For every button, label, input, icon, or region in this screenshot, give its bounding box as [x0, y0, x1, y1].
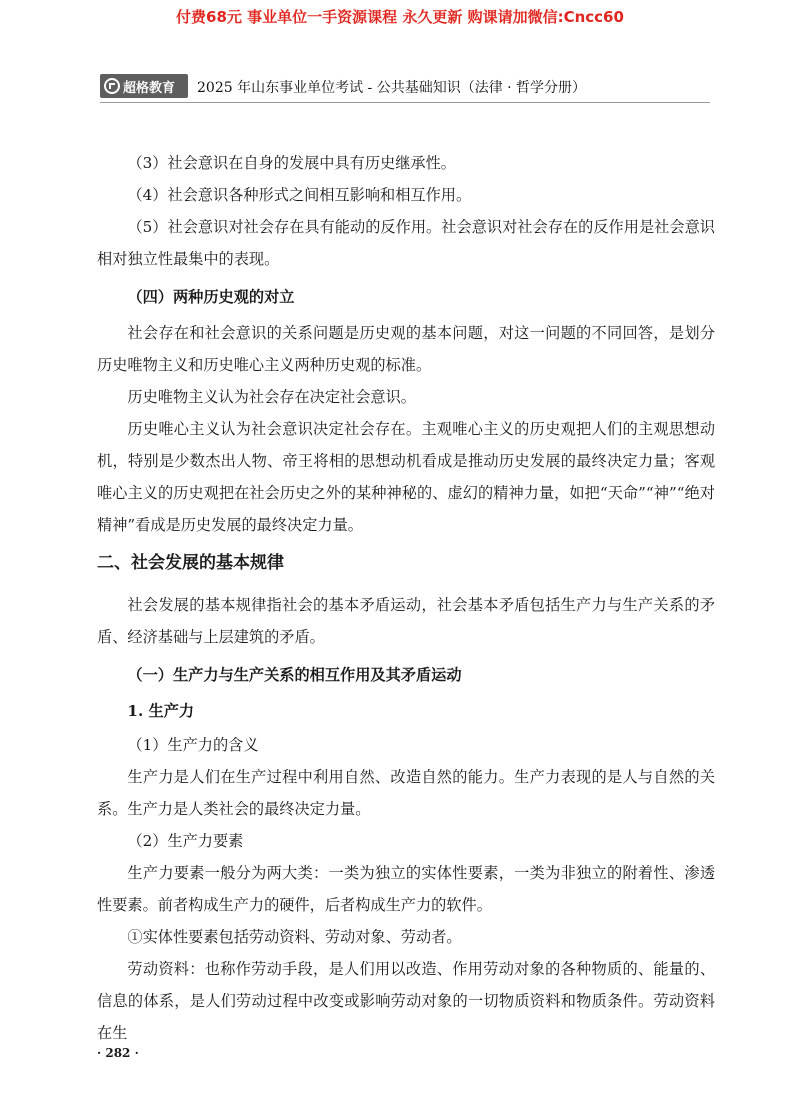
logo-icon — [104, 78, 120, 94]
paragraph: （2）生产力要素 — [127, 832, 244, 850]
chapter-heading: 二、社会发展的基本规律 — [97, 553, 284, 573]
paragraph: 社会存在和社会意识的关系问题是历史观的基本问题，对这一问题的不同回答，是划分历史唯物主义和历史唯心主义两种历史观的标准。 — [97, 324, 715, 374]
section-heading: （一）生产力与生产关系的相互作用及其矛盾运动 — [127, 666, 462, 684]
paragraph: 社会发展的基本规律指社会的基本矛盾运动，社会基本矛盾包括生产力与生产关系的矛盾、经济基础与上层建筑的矛盾。 — [97, 596, 715, 646]
paragraph: （1）生产力的含义 — [127, 736, 259, 754]
page-number: · 282 · — [97, 1046, 139, 1060]
page-header — [100, 74, 710, 100]
header-title: 2025 年山东事业单位考试 - 公共基础知识（法律 · 哲学分册） — [197, 80, 587, 96]
paragraph: （4）社会意识各种形式之间相互影响和相互作用。 — [127, 186, 472, 204]
subsection-heading: 1. 生产力 — [127, 702, 195, 720]
paragraph: 历史唯物主义认为社会存在决定社会意识。 — [127, 388, 416, 406]
section-heading: （四）两种历史观的对立 — [127, 288, 295, 306]
watermark-banner: 付费68元 事业单位一手资源课程 永久更新 购课请加微信:Cncc60 — [176, 8, 624, 26]
paragraph: ①实体性要素包括劳动资料、劳动对象、劳动者。 — [127, 928, 462, 946]
brand-logo — [100, 74, 188, 98]
paragraph: 历史唯心主义认为社会意识决定社会存在。主观唯心主义的历史观把人们的主观思想动机，特别是少数杰出人物、帝王将相的思想动机看成是推动历史发展的最终决定力量；客观唯心主义的历史观把在社会历史之外的某种神秘的、虚幻的精神力量，如把“天命”“神”“绝对精神”看成是历史发展的最终决定力量。 — [97, 420, 715, 534]
paragraph: 劳动资料：也称作劳动手段，是人们用以改造、作用劳动对象的各种物质的、能量的、信息的体系，是人们劳动过程中改变或影响劳动对象的一切物质资料和物质条件。劳动资料在生 — [97, 960, 715, 1042]
paragraph: 生产力是人们在生产过程中利用自然、改造自然的能力。生产力表现的是人与自然的关系。生产力是人类社会的最终决定力量。 — [97, 768, 715, 818]
page-content — [97, 147, 715, 1049]
logo-text: 超格教育 — [123, 80, 176, 96]
header-divider — [100, 102, 710, 103]
paragraph: （3）社会意识在自身的发展中具有历史继承性。 — [127, 154, 456, 172]
paragraph: （5）社会意识对社会存在具有能动的反作用。社会意识对社会存在的反作用是社会意识相对独立性最集中的表现。 — [97, 218, 715, 268]
paragraph: 生产力要素一般分为两大类：一类为独立的实体性要素，一类为非独立的附着性、渗透性要素。前者构成生产力的硬件，后者构成生产力的软件。 — [97, 864, 715, 914]
